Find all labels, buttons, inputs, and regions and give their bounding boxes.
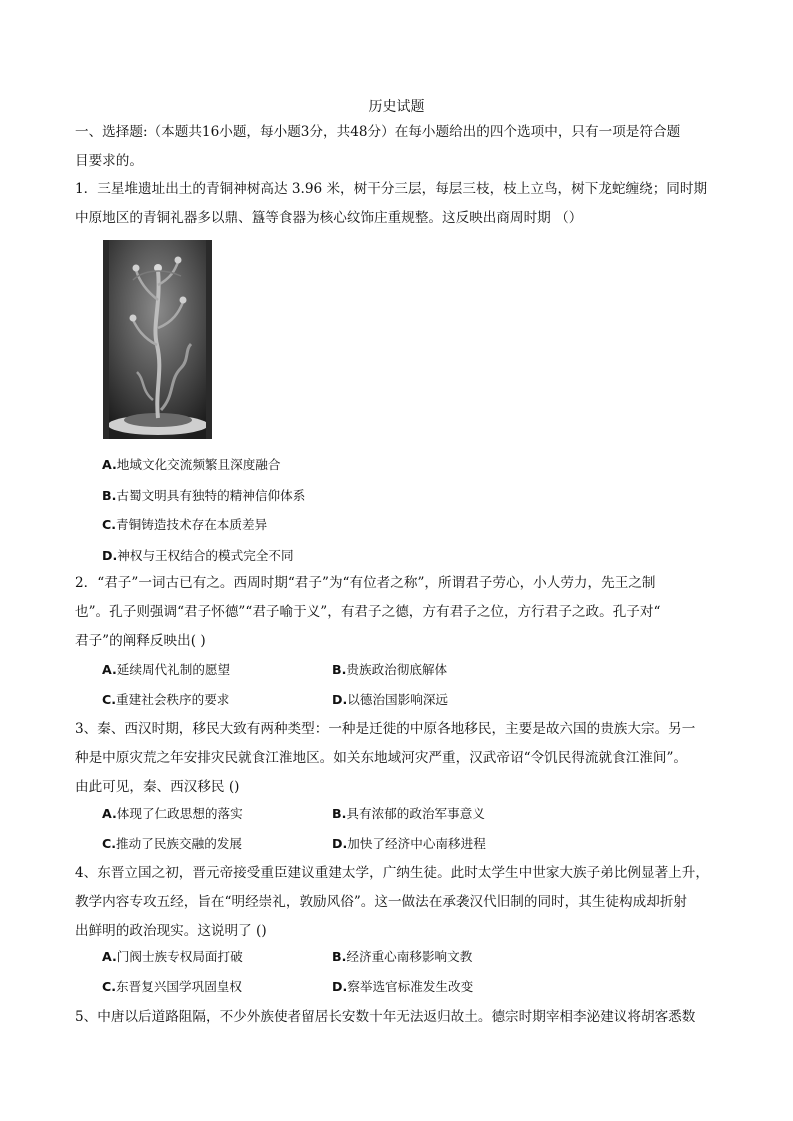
bronze-tree-photo (103, 240, 212, 439)
question-line: 出鲜明的政治现实。这说明了 () (75, 923, 267, 939)
option-key: C. (102, 517, 117, 532)
option-text: 古蜀文明具有独特的精神信仰体系 (116, 488, 306, 503)
question-line: 5、中唐以后道路阻隔，不少外族使者留居长安数十年无法返归故土。德宗时期宰相李泌建议将胡客悉数 (75, 1009, 696, 1025)
question-3-stem (75, 715, 721, 802)
question-2-stem (75, 569, 721, 656)
option-text: 地域文化交流频繁且深度融合 (116, 457, 281, 472)
option-text: 以德治国影响深远 (347, 692, 448, 707)
option-key: D. (332, 836, 348, 851)
q2-option-a (102, 659, 230, 678)
q3-option-a (102, 803, 243, 822)
question-line: 2．“君子”一词古已有之。西周时期“君子”为“有位者之称”，所谓君子劳心，小人劳力，先王之制 (75, 575, 656, 591)
q1-option-b (102, 485, 305, 504)
option-key: B. (102, 488, 117, 503)
option-key: A. (102, 949, 117, 964)
option-text: 神权与王权结合的模式完全不同 (117, 548, 294, 563)
page-title: 历史试题 (368, 99, 425, 115)
question-line: 3、秦、西汉时期，移民大致有两种类型：一种是迁徙的中原各地移民，主要是故六国的贵族大宗。另一 (75, 721, 696, 737)
option-key: B. (332, 806, 347, 821)
question-4-stem (75, 859, 721, 946)
q1-option-a (102, 454, 280, 473)
option-text: 贵族政治彻底解体 (346, 662, 448, 677)
bronze-tree-illustration (103, 240, 212, 439)
option-key: A. (102, 662, 117, 677)
q3-option-b (332, 803, 485, 822)
option-key: C. (102, 836, 117, 851)
q1-option-d (102, 545, 294, 564)
option-key: B. (332, 662, 347, 677)
section-line: 一、选择题:（本题共16小题，每小题3分，共48分）在每小题给出的四个选项中，只有一项是符合题 (75, 124, 681, 140)
option-key: A. (102, 457, 117, 472)
q2-option-c (102, 689, 229, 708)
option-text: 重建社会秩序的要求 (116, 692, 230, 707)
q1-option-c (102, 514, 267, 533)
q3-option-d (332, 833, 486, 852)
q2-option-d (332, 689, 448, 708)
q2-option-b (332, 659, 447, 678)
question-line: 中原地区的青铜礼器多以鼎、簋等食器为核心纹饰庄重规整。这反映出商周时期 （） (75, 210, 583, 226)
option-text: 青铜铸造技术存在本质差异 (116, 517, 268, 532)
option-text: 东晋复兴国学巩固皇权 (116, 979, 242, 994)
question-1-stem (75, 175, 721, 233)
option-key: D. (102, 548, 118, 563)
section-instructions (75, 118, 721, 176)
q4-option-d (332, 976, 473, 995)
option-text: 推动了民族交融的发展 (116, 836, 242, 851)
option-text: 门阀士族专权局面打破 (116, 949, 243, 964)
question-line: 由此可见，秦、西汉移民 () (75, 779, 240, 795)
option-text: 体现了仁政思想的落实 (116, 806, 243, 821)
option-text: 察举选官标准发生改变 (347, 979, 474, 994)
option-key: D. (332, 692, 348, 707)
option-text: 经济重心南移影响文教 (346, 949, 473, 964)
q4-option-a (102, 946, 243, 965)
option-key: C. (102, 692, 117, 707)
option-text: 具有浓郁的政治军事意义 (346, 806, 485, 821)
question-line: 1．三星堆遗址出土的青铜神树高达 3.96 米，树干分三层，每层三枝，枝上立鸟，树下龙蛇缠绕；同时期 (75, 181, 708, 197)
question-line: 也”。孔子则强调“君子怀德”“君子喻于义”，有君子之德，方有君子之位，方行君子之政。孔子对“ (75, 604, 661, 620)
q4-option-b (332, 946, 472, 965)
q4-option-c (102, 976, 242, 995)
option-key: C. (102, 979, 117, 994)
question-line: 种是中原灾荒之年安排灾民就食江淮地区。如关东地域河灾严重，汉武帝诏“令饥民得流就食江淮间”。 (75, 750, 688, 766)
option-key: D. (332, 979, 348, 994)
question-line: 教学内容专攻五经，旨在“明经崇礼，敦励风俗”。这一做法在承袭汉代旧制的同时，其生徒构成却折射 (75, 894, 688, 910)
section-line: 目要求的。 (75, 153, 143, 169)
option-key: A. (102, 806, 117, 821)
q3-option-c (102, 833, 242, 852)
question-line: 君子”的阐释反映出( ) (75, 633, 206, 649)
option-text: 加快了经济中心南移进程 (347, 836, 486, 851)
option-text: 延续周代礼制的愿望 (116, 662, 231, 677)
option-key: B. (332, 949, 347, 964)
question-5-stem (75, 1003, 721, 1032)
question-line: 4、东晋立国之初，晋元帝接受重臣建议重建太学，广纳生徒。此时太学生中世家大族子弟比例显著上升， (75, 865, 709, 881)
